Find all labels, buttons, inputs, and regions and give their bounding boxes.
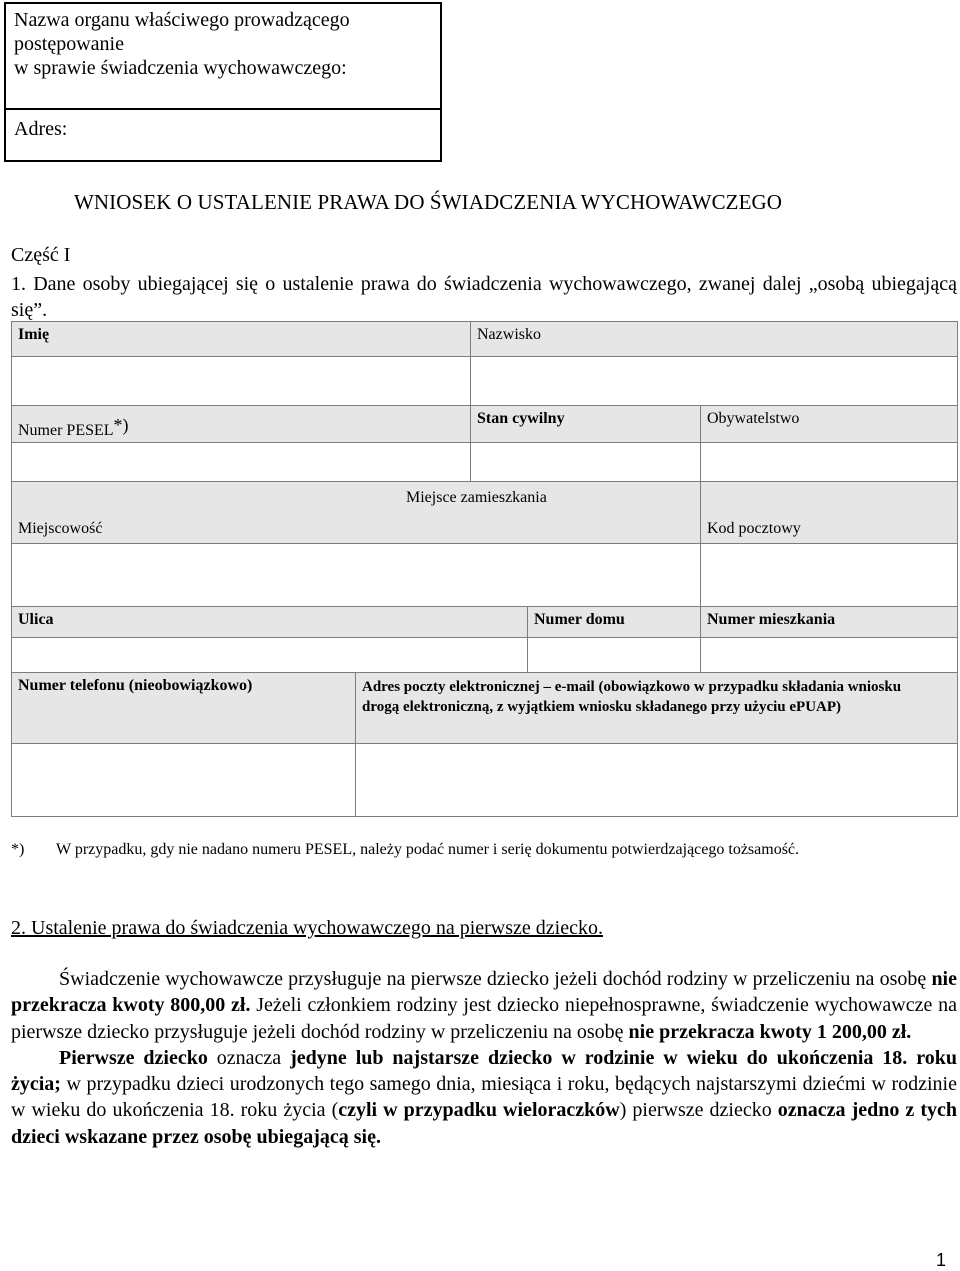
house-number-label-cell xyxy=(527,606,701,638)
address-label: Adres: xyxy=(14,118,68,140)
pesel-footnote-mark: *) xyxy=(113,415,129,435)
street-label: Ulica xyxy=(18,611,54,628)
text-run-bold: czyli w przypadku wieloraczków xyxy=(338,1099,620,1122)
section2-paragraph-1 xyxy=(11,966,957,1045)
footnote-mark: *) xyxy=(11,841,25,858)
last-name-label: Nazwisko xyxy=(477,326,541,343)
part-label: Część I xyxy=(11,244,71,266)
pesel-label-cell xyxy=(11,405,471,443)
authority-name-line: w sprawie świadczenia wychowawczego: xyxy=(14,57,347,79)
text-run-bold: nie przekracza kwoty 800,00 zł. xyxy=(11,968,957,1017)
last-name-label-cell xyxy=(470,321,958,357)
first-name-input[interactable] xyxy=(11,356,471,406)
first-name-label-cell xyxy=(11,321,471,357)
house-number-input[interactable] xyxy=(527,637,701,673)
street-label-cell xyxy=(11,606,528,638)
page-number: 1 xyxy=(936,1250,947,1270)
apartment-number-label-cell xyxy=(700,606,958,638)
authority-address-field[interactable] xyxy=(6,110,440,160)
email-label: Adres poczty elektronicznej – e-mail (obowiązkowo w przypadku składania wniosku drogą elektroniczną, z wyjątkiem wniosku składanego przy użyciu ePUAP) xyxy=(362,679,902,715)
authority-name-field[interactable] xyxy=(6,4,440,110)
marital-status-label-cell xyxy=(470,405,701,443)
postal-code-label-cell xyxy=(700,481,958,544)
phone-label: Numer telefonu (nieobowiązkowo) xyxy=(18,677,253,694)
pesel-label: Numer PESEL xyxy=(18,422,114,439)
marital-status-label: Stan cywilny xyxy=(477,410,565,427)
pesel-input[interactable] xyxy=(11,442,471,482)
citizenship-input[interactable] xyxy=(700,442,958,482)
text-run: Jeżeli członkiem rodziny jest dziecko niepełnosprawne, świadczenie wychowawcze na pierwsze dziecko przysługuje jeżeli dochód rodziny w przeliczeniu na osobę xyxy=(11,994,957,1043)
house-number-label: Numer domu xyxy=(534,611,625,628)
phone-label-cell xyxy=(11,672,356,744)
section1-heading: 1. Dane osoby ubiegającej się o ustalenie prawa do świadczenia wychowawczego, zwanej dalej „osobą ubiegającą się”. xyxy=(11,273,957,321)
apartment-number-input[interactable] xyxy=(700,637,958,673)
section2-paragraph-2 xyxy=(11,1045,957,1150)
section2-heading: 2. Ustalenie prawa do świadczenia wychowawczego na pierwsze dziecko. xyxy=(11,917,603,939)
residence-header: Miejsce zamieszkania xyxy=(406,489,547,506)
text-run: Świadczenie wychowawcze przysługuje na pierwsze dziecko jeżeli dochód rodziny w przeliczeniu na osobę xyxy=(59,968,932,990)
email-label-cell xyxy=(355,672,958,744)
document-title: WNIOSEK O USTALENIE PRAWA DO ŚWIADCZENIA WYCHOWAWCZEGO xyxy=(74,190,783,214)
text-run-bold: jedyne lub najstarsze dziecko w rodzinie w wieku do ukończenia 18. roku życia; xyxy=(11,1046,957,1096)
locality-input[interactable] xyxy=(11,543,701,607)
phone-input[interactable] xyxy=(11,743,356,817)
postal-code-input[interactable] xyxy=(700,543,958,607)
last-name-input[interactable] xyxy=(470,356,958,406)
email-input[interactable] xyxy=(355,743,958,817)
apartment-number-label: Numer mieszkania xyxy=(707,611,836,628)
marital-status-input[interactable] xyxy=(470,442,701,482)
text-run: ) pierwsze dziecko xyxy=(619,1099,778,1122)
text-run-bold: Pierwsze dziecko xyxy=(59,1046,208,1069)
locality-label-cell xyxy=(11,481,701,544)
postal-code-label: Kod pocztowy xyxy=(707,520,801,537)
street-input[interactable] xyxy=(11,637,528,673)
text-run-bold: oznacza jedno z tych dzieci wskazane przez osobę ubiegającą się. xyxy=(11,1099,958,1148)
authority-name-line: postępowanie xyxy=(14,33,124,55)
citizenship-label-cell xyxy=(700,405,958,443)
text-run: oznacza xyxy=(207,1046,291,1069)
authority-name-line: Nazwa organu właściwego prowadzącego xyxy=(14,9,350,31)
section2-body xyxy=(11,966,957,1150)
footnote-text: W przypadku, gdy nie nadano numeru PESEL, należy podać numer i serię dokumentu potwierdzającego tożsamość. xyxy=(56,841,800,858)
citizenship-label: Obywatelstwo xyxy=(707,410,800,427)
text-run-bold: nie przekracza kwoty 1 200,00 zł. xyxy=(628,1020,912,1043)
locality-label: Miejscowość xyxy=(18,520,103,537)
text-run: w przypadku dzieci urodzonych tego samego dnia, miesiąca i roku, będących najstarszymi dziećmi w rodzinie w wieku do ukończenia 18. roku życia ( xyxy=(11,1073,957,1122)
first-name-label: Imię xyxy=(18,326,50,343)
authority-box xyxy=(4,2,442,162)
